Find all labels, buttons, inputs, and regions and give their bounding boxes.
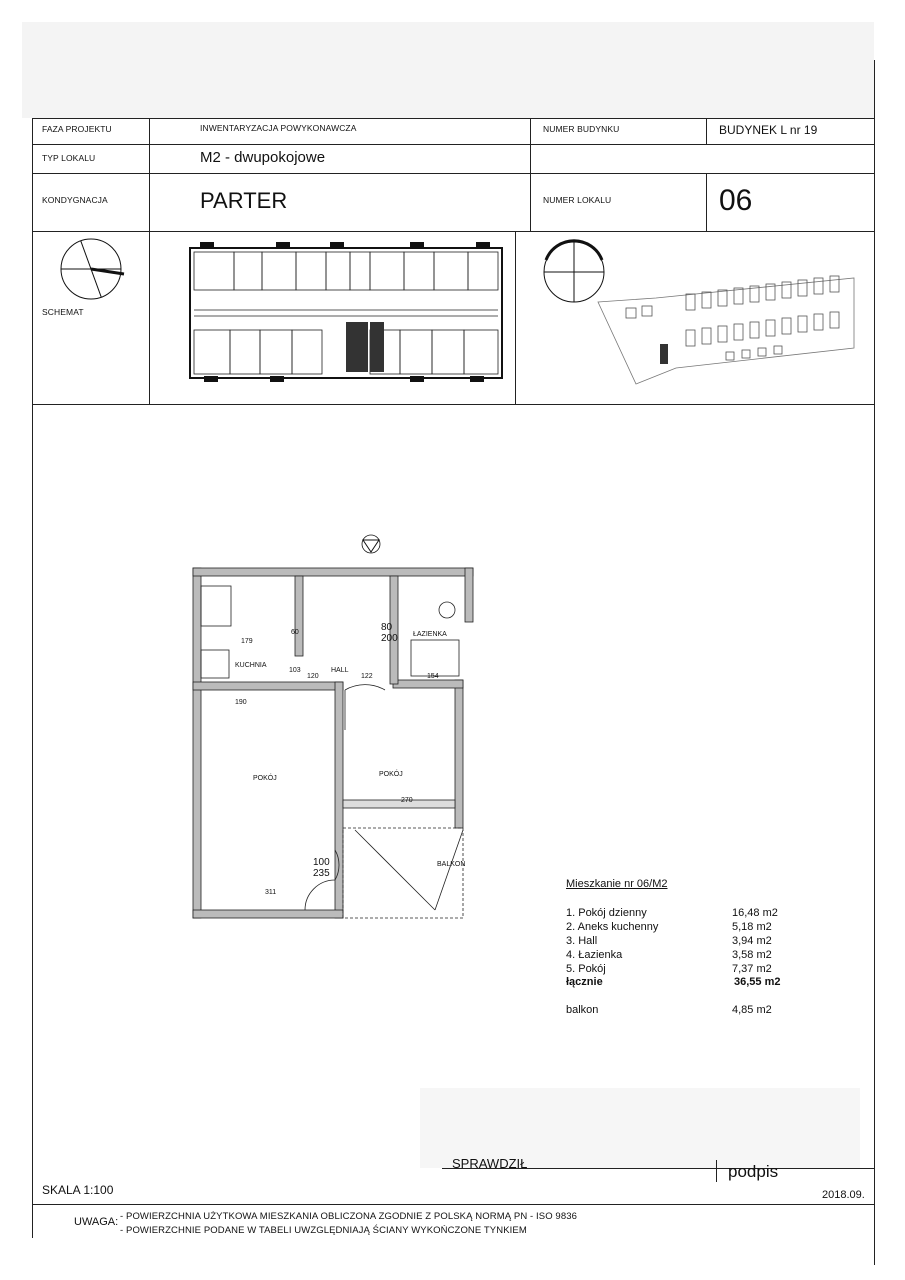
- svg-text:120: 120: [307, 673, 319, 680]
- kondygnacja-label: KONDYGNACJA: [42, 195, 108, 205]
- faza-label: FAZA PROJEKTU: [42, 124, 112, 134]
- svg-text:190: 190: [235, 699, 247, 706]
- legend-title: Mieszkanie nr 06/M2: [566, 878, 668, 890]
- svg-text:100: 100: [313, 857, 330, 868]
- compass-icon: [58, 236, 130, 302]
- kondygnacja-value: PARTER: [200, 188, 288, 213]
- numer-lokalu-label: NUMER LOKALU: [543, 195, 612, 205]
- note-1: - POWIERZCHNIA UŻYTKOWA MIESZKANIA OBLICZONA ZGODNIE Z POLSKĄ NORMĄ PN - ISO 9836: [120, 1211, 577, 1222]
- legend-total-label: łącznie: [566, 976, 603, 988]
- numer-lokalu-value: 06: [719, 184, 753, 217]
- row2-bottom: [32, 173, 874, 174]
- sprawdzil-label: SPRAWDZIŁ: [452, 1158, 528, 1168]
- label-pokoj-2: POKÓJ: [379, 771, 403, 778]
- stamp-area: [420, 1088, 860, 1168]
- stamp-sep: [442, 1168, 874, 1169]
- footer-line: [32, 1204, 874, 1205]
- apartment-floorplan: [185, 530, 485, 950]
- skala-label: SKALA 1:100: [42, 1183, 114, 1197]
- podpis-label: podpis: [728, 1162, 779, 1181]
- legend-row-name: 1. Pokój dzienny: [566, 907, 647, 919]
- stamp-vline: [716, 1160, 717, 1182]
- legend-row-name: 4. Łazienka: [566, 949, 623, 961]
- svg-text:311: 311: [265, 889, 277, 896]
- svg-text:200: 200: [381, 633, 398, 644]
- legend-row-name: 3. Hall: [566, 935, 598, 947]
- svg-text:122: 122: [361, 673, 373, 680]
- row4-bottom: [32, 404, 874, 405]
- legend-row-area: 16,48 m2: [732, 907, 778, 919]
- legend-row-area: 5,18 m2: [732, 921, 772, 933]
- legend-row-area: 3,94 m2: [732, 935, 772, 947]
- svg-text:179: 179: [241, 638, 253, 645]
- row1-bottom: [32, 144, 874, 145]
- frame-left: [32, 118, 33, 1238]
- uwaga-label: UWAGA:: [74, 1216, 119, 1228]
- label-lazienka: ŁAZIENKA: [413, 631, 447, 638]
- typ-value: M2 - dwupokojowe: [200, 149, 326, 166]
- top-margin-band: [22, 22, 874, 118]
- svg-text:154: 154: [427, 673, 439, 680]
- numer-budynku-value: BUDYNEK L nr 19: [719, 123, 818, 137]
- legend-row-area: 7,37 m2: [732, 963, 772, 975]
- label-hall: HALL: [331, 667, 349, 674]
- numer-budynku-label: NUMER BUDYNKU: [543, 124, 620, 134]
- schemat-label: SCHEMAT: [42, 307, 84, 317]
- vcol-1: [149, 118, 150, 404]
- label-kuchnia: KUCHNIA: [235, 662, 267, 669]
- legend-row-area: 3,58 m2: [732, 949, 772, 961]
- vcol-3: [706, 118, 707, 144]
- label-balkon: BALKON: [437, 861, 466, 868]
- legend-total-value: 36,55 m2: [734, 976, 781, 988]
- note-2: - POWIERZCHNIE PODANE W TABELI UWZGLĘDNIAJĄ ŚCIANY WYKOŃCZONE TYNKIEM: [120, 1225, 527, 1236]
- svg-text:60: 60: [291, 629, 299, 636]
- svg-text:270: 270: [401, 797, 413, 804]
- row1-top: [32, 118, 874, 119]
- date-label: 2018.09.: [822, 1189, 865, 1201]
- typ-label: TYP LOKALU: [42, 153, 96, 163]
- building-floorplan-thumbnail: [180, 240, 510, 388]
- label-pokoj-1: POKÓJ: [253, 775, 277, 782]
- legend-row-name: 2. Aneks kuchenny: [566, 921, 659, 933]
- svg-text:80: 80: [381, 622, 393, 633]
- faza-value: INWENTARYZACJA POWYKONAWCZA: [200, 123, 357, 133]
- site-plan-thumbnail: [596, 268, 858, 386]
- vcol-4: [706, 173, 707, 231]
- legend-row-name: 5. Pokój: [566, 963, 606, 975]
- frame-right: [874, 60, 875, 1265]
- row3-bottom: [32, 231, 874, 232]
- svg-text:235: 235: [313, 868, 330, 879]
- svg-text:103: 103: [289, 667, 301, 674]
- legend-balkon-label: balkon: [566, 1004, 599, 1016]
- vcol-5: [515, 231, 516, 404]
- legend-balkon-value: 4,85 m2: [732, 1004, 772, 1016]
- vcol-2: [530, 118, 531, 231]
